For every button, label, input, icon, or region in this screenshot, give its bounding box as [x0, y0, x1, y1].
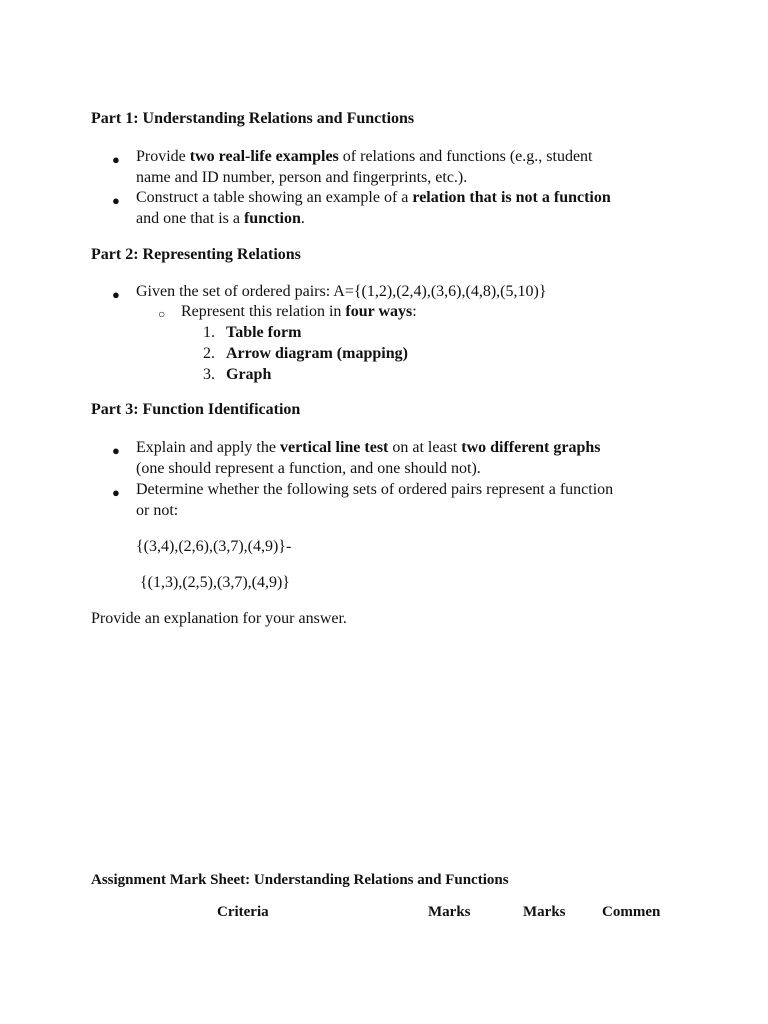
bullet-icon: ● [112, 287, 120, 302]
column-header-marks: Marks [428, 904, 471, 920]
part1-bullet2-line2: and one that is a function. [136, 210, 305, 227]
marksheet-title: Assignment Mark Sheet: Understanding Relations and Functions [91, 872, 509, 888]
bullet-icon: ● [112, 485, 120, 500]
bullet-icon: ● [112, 443, 120, 458]
part2-bullet1: Given the set of ordered pairs: A={(1,2),(2,4),(3,6),(4,8),(5,10)} [136, 283, 547, 300]
part3-bullet2-line1: Determine whether the following sets of ordered pairs represent a function [136, 481, 614, 498]
part2-heading: Part 2: Representing Relations [91, 246, 301, 263]
list-item-label: Table form [226, 324, 302, 341]
part3-bullet1-line2: (one should represent a function, and one should not). [136, 460, 481, 477]
part3-bullet2-line2: or not: [136, 502, 179, 519]
list-item-label: Graph [226, 366, 272, 383]
list-item-number: 3. [203, 366, 215, 383]
bullet-icon: ● [112, 193, 120, 208]
part1-heading: Part 1: Understanding Relations and Functions [91, 110, 415, 127]
sub-bullet-icon: ○ [158, 307, 166, 321]
explanation-prompt: Provide an explanation for your answer. [91, 610, 347, 627]
bullet-icon: ● [112, 152, 120, 167]
part3-bullet1-line1: Explain and apply the vertical line test on at least two different graphs [136, 439, 601, 456]
part1-bullet1-line2: name and ID number, person and fingerprints, etc.). [136, 169, 468, 186]
part1-bullet2-line1: Construct a table showing an example of a relation that is not a function [136, 189, 611, 206]
column-header-criteria: Criteria [217, 904, 269, 920]
list-item-number: 2. [203, 345, 215, 362]
column-header-comments: Commen [602, 904, 661, 920]
part3-heading: Part 3: Function Identification [91, 401, 301, 418]
part1-bullet1-line1: Provide two real-life examples of relations and functions (e.g., student [136, 148, 593, 165]
ordered-pairs-set-2: {(1,3),(2,5),(3,7),(4,9)} [140, 574, 290, 591]
part2-sub-bullet: Represent this relation in four ways: [181, 303, 417, 320]
list-item-number: 1. [203, 324, 215, 341]
column-header-marks-awarded: Marks [523, 904, 566, 920]
ordered-pairs-set-1: {(3,4),(2,6),(3,7),(4,9)}- [136, 538, 292, 555]
list-item-label: Arrow diagram (mapping) [226, 345, 408, 362]
